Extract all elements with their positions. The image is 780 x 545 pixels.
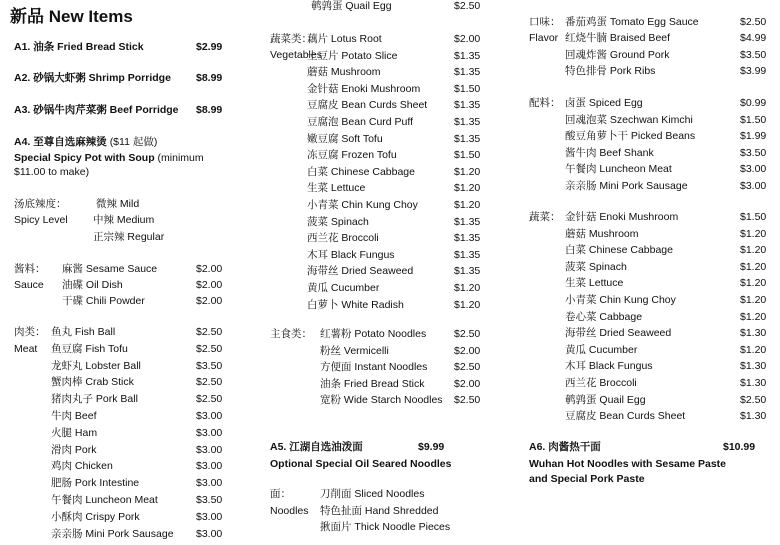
menu-item-price: $1.20 — [740, 261, 767, 273]
menu-item-name: 亲亲肠 Mini Pork Sausage — [51, 528, 174, 540]
menu-item-price: $3.00 — [740, 163, 767, 175]
menu-item-name: 火腿 Ham — [51, 427, 98, 439]
item-a1-price: $2.99 — [196, 41, 223, 53]
menu-item-price: $3.00 — [196, 511, 223, 523]
item-a2-price: $8.99 — [196, 72, 223, 84]
menu-item-price: $1.50 — [454, 83, 481, 95]
menu-item-price: $3.00 — [196, 528, 223, 540]
spicy-option: 中辣 Medium — [93, 214, 155, 226]
menu-item-name: 海带丝 Dried Seaweed — [565, 327, 672, 339]
menu-item-price: $2.50 — [454, 361, 481, 373]
menu-item-name: 宽粉 Wide Starch Noodles — [320, 394, 443, 406]
menu-item-price: $2.50 — [740, 394, 767, 406]
menu-item-price: $2.00 — [454, 345, 481, 357]
menu-item-price: $1.50 — [454, 149, 481, 161]
noodle-option: 刀削面 Sliced Noodles — [320, 488, 425, 500]
menu-item-name: 菠菜 Spinach — [307, 216, 369, 228]
noodle-option: 特色扯面 Hand Shredded — [320, 505, 439, 517]
menu-item-price: $3.00 — [196, 477, 223, 489]
quail-egg-price: $2.50 — [454, 0, 481, 12]
menu-item-name: 亲亲肠 Mini Pork Sausage — [565, 180, 688, 192]
quail-egg-name: 鹌鹑蛋 Quail Egg — [311, 0, 392, 12]
spicy-label-cn: 汤底辣度： — [14, 198, 67, 210]
item-a3-price: $8.99 — [196, 104, 223, 116]
menu-item-name: 黄瓜 Cucumber — [307, 282, 380, 294]
item-a6-subtitle-2: and Special Pork Paste — [529, 473, 645, 485]
menu-item-price: $1.35 — [454, 232, 481, 244]
menu-item-name: 生菜 Lettuce — [565, 277, 624, 289]
menu-item-price: $1.20 — [740, 228, 767, 240]
menu-item-price: $1.20 — [740, 244, 767, 256]
flavor-label-en: Flavor — [529, 32, 559, 44]
menu-item-name: 西兰花 Broccoli — [307, 232, 379, 244]
menu-item-name: 牛肉 Beef — [51, 410, 97, 422]
menu-item-price: $3.00 — [196, 410, 223, 422]
menu-item-price: $0.99 — [740, 97, 767, 109]
menu-item-price: $1.35 — [454, 216, 481, 228]
menu-item-name: 金针菇 Enoki Mushroom — [565, 211, 679, 223]
item-a6-label: A6. 肉酱热干面 — [529, 441, 601, 453]
menu-item-price: $3.50 — [740, 49, 767, 61]
menu-item-price: $3.00 — [196, 427, 223, 439]
menu-item-name: 藕片 Lotus Root — [307, 33, 382, 45]
menu-item-price: $2.00 — [196, 295, 223, 307]
menu-item-name: 小酥肉 Crispy Pork — [51, 511, 140, 523]
menu-item-price: $1.30 — [740, 327, 767, 339]
menu-item-name: 白菜 Chinese Cabbage — [565, 244, 673, 256]
menu-item-price: $1.20 — [740, 277, 767, 289]
item-a6-subtitle: Wuhan Hot Noodles with Sesame Paste — [529, 458, 727, 470]
menu-item-price: $3.00 — [740, 180, 767, 192]
spicy-label-en: Spicy Level — [14, 214, 68, 226]
menu-item-name: 红烧牛腩 Braised Beef — [565, 32, 671, 44]
menu-item-name: 油条 Fried Bread Stick — [320, 378, 425, 390]
noodles-label-en: Noodles — [270, 505, 309, 517]
menu-item-price: $2.50 — [196, 393, 223, 405]
menu-item-price: $1.35 — [454, 116, 481, 128]
menu-item-price: $1.30 — [740, 410, 767, 422]
menu-item-name: 肥肠 Pork Intestine — [51, 477, 140, 489]
menu-item-name: 方便面 Instant Noodles — [320, 361, 428, 373]
spicy-option: 正宗辣 Regular — [93, 231, 165, 243]
menu-item-price: $3.99 — [740, 65, 767, 77]
menu-item-name: 鱼豆腐 Fish Tofu — [51, 343, 128, 355]
item-a1-label: A1. 油条 Fried Bread Stick — [14, 41, 144, 53]
menu-item-name: 午餐肉 Luncheon Meat — [565, 163, 672, 175]
page-title: 新品 New Items — [10, 7, 133, 26]
menu-item-name: 菠菜 Spinach — [565, 261, 627, 273]
menu-item-price: $1.35 — [454, 66, 481, 78]
noodles-label-cn: 面： — [270, 488, 291, 500]
item-a3-label: A3. 砂锅牛肉芹菜粥 Beef Porridge — [14, 104, 179, 116]
menu-item-name: 豆腐泡 Bean Curd Puff — [307, 116, 414, 128]
menu-item-name: 酱牛肉 Beef Shank — [565, 147, 654, 159]
menu-item-name: 鱼丸 Fish Ball — [51, 326, 116, 338]
spicy-option: 微辣 Mild — [96, 198, 140, 210]
menu-item-name: 蟹肉棒 Crab Stick — [51, 376, 134, 388]
menu-item-name: 鹌鹑蛋 Quail Egg — [565, 394, 646, 406]
menu-item-name: 黄瓜 Cucumber — [565, 344, 638, 356]
menu-item-price: $2.50 — [454, 394, 481, 406]
menu-item-name: 油碟 Oil Dish — [62, 279, 123, 291]
menu-item-name: 回魂炸酱 Ground Pork — [565, 49, 670, 61]
menu-item-name: 白萝卜 White Radish — [307, 299, 404, 311]
menu-item-name: 卤蛋 Spiced Egg — [565, 97, 643, 109]
veg-label-cn: 蔬菜类： — [270, 33, 312, 45]
menu-item-price: $2.50 — [196, 376, 223, 388]
menu-item-price: $2.50 — [740, 16, 767, 28]
item-a5-price: $9.99 — [418, 441, 445, 453]
menu-item-name: 午餐肉 Luncheon Meat — [51, 494, 158, 506]
item-a6-price: $10.99 — [723, 441, 756, 453]
menu-item-price: $1.30 — [740, 360, 767, 372]
menu-item-name: 海带丝 Dried Seaweed — [307, 265, 414, 277]
menu-item-name: 滑肉 Pork — [51, 444, 97, 456]
menu-item-price: $1.30 — [740, 377, 767, 389]
item-a4-min-price: ($11 起做) — [109, 136, 158, 148]
menu-item-price: $1.20 — [454, 299, 481, 311]
menu-item-price: $3.50 — [196, 494, 223, 506]
menu-item-name: 猪肉丸子 Pork Ball — [51, 393, 138, 405]
menu-item-price: $1.20 — [740, 311, 767, 323]
menu-item-price: $2.50 — [196, 326, 223, 338]
menu-item-price: $1.35 — [454, 50, 481, 62]
meat-label-cn: 肉类： — [14, 326, 46, 338]
menu-item-name: 蘑菇 Mushroom — [565, 228, 639, 240]
menu-item-price: $1.35 — [454, 249, 481, 261]
sauce-label-en: Sauce — [14, 279, 44, 291]
menu-item-price: $2.00 — [454, 33, 481, 45]
menu-item-price: $1.20 — [454, 199, 481, 211]
menu-item-price: $1.20 — [454, 166, 481, 178]
item-a4-line3: $11.00 to make) — [14, 166, 90, 178]
item-a5-label: A5. 江湖自选油泼面 — [270, 441, 363, 453]
menu-item-name: 番茄鸡蛋 Tomato Egg Sauce — [565, 16, 699, 28]
item-a4-line2 — [14, 152, 204, 165]
menu-item-name: 白菜 Chinese Cabbage — [307, 166, 415, 178]
menu-item-price: $1.20 — [454, 282, 481, 294]
item-a5-subtitle: Optional Special Oil Seared Noodles — [270, 458, 452, 470]
item-a4-line1 — [14, 136, 157, 149]
menu-item-name: 酸豆角萝卜干 Picked Beans — [565, 130, 696, 142]
menu-item-price: $1.20 — [740, 294, 767, 306]
item-a4-subtitle: Special Spicy Pot with Soup — [14, 152, 155, 164]
menu-item-price: $1.20 — [740, 344, 767, 356]
menu-item-name: 木耳 Black Fungus — [565, 360, 653, 372]
menu-item-name: 蘑菇 Mushroom — [307, 66, 381, 78]
menu-item-price: $2.50 — [454, 328, 481, 340]
menu-item-name: 豆腐皮 Bean Curds Sheet — [565, 410, 686, 422]
menu-item-price: $1.20 — [454, 182, 481, 194]
menu-item-price: $2.00 — [196, 263, 223, 275]
staple-label-cn: 主食类： — [270, 328, 312, 340]
menu-item-name: 小青菜 Chin Kung Choy — [307, 199, 418, 211]
menu-item-name: 木耳 Black Fungus — [307, 249, 395, 261]
menu-item-name: 西兰花 Broccoli — [565, 377, 637, 389]
menu-item-name: 金针菇 Enoki Mushroom — [307, 83, 421, 95]
menu-item-price: $2.50 — [196, 343, 223, 355]
menu-item-name: 回魂泡菜 Szechwan Kimchi — [565, 114, 693, 126]
meat-label-en: Meat — [14, 343, 38, 355]
veg-label-en: Vegetables — [270, 49, 322, 61]
item-a4-title: A4. 至尊自选麻辣烫 — [14, 136, 107, 148]
menu-item-name: 粉丝 Vermicelli — [320, 345, 389, 357]
menu-item-price: $2.00 — [454, 378, 481, 390]
menu-item-price: $3.00 — [196, 444, 223, 456]
menu-item-price: $1.35 — [454, 265, 481, 277]
menu-item-name: 鸡肉 Chicken — [51, 460, 113, 472]
menu-item-name: 嫩豆腐 Soft Tofu — [307, 133, 383, 145]
menu-item-name: 土豆片 Potato Slice — [307, 50, 398, 62]
side-label-cn: 配料： — [529, 97, 561, 109]
sauce-label-cn: 酱料： — [14, 263, 46, 275]
menu-item-price: $2.00 — [196, 279, 223, 291]
menu-item-price: $3.00 — [196, 460, 223, 472]
veg2-label-cn: 蔬菜： — [529, 211, 561, 223]
menu-item-name: 小青菜 Chin Kung Choy — [565, 294, 676, 306]
menu-item-price: $3.50 — [740, 147, 767, 159]
item-a4-note: (minimum — [157, 152, 204, 164]
menu-item-name: 麻酱 Sesame Sauce — [62, 263, 158, 275]
menu-item-price: $4.99 — [740, 32, 767, 44]
noodle-option: 揪面片 Thick Noodle Pieces — [320, 521, 451, 533]
flavor-label-cn: 口味： — [529, 16, 561, 28]
menu-item-price: $1.99 — [740, 130, 767, 142]
item-a2-label: A2. 砂锅大虾粥 Shrimp Porridge — [14, 72, 171, 84]
menu-item-name: 龙虾丸 Lobster Ball — [51, 360, 141, 372]
menu-item-price: $1.50 — [740, 114, 767, 126]
menu-item-name: 豆腐皮 Bean Curds Sheet — [307, 99, 428, 111]
menu-item-name: 干碟 Chili Powder — [62, 295, 145, 307]
menu-item-name: 冻豆腐 Frozen Tofu — [307, 149, 397, 161]
menu-item-name: 红薯粉 Potato Noodles — [320, 328, 427, 340]
menu-item-price: $3.50 — [196, 360, 223, 372]
menu-item-price: $1.35 — [454, 133, 481, 145]
menu-item-price: $1.50 — [740, 211, 767, 223]
menu-item-name: 生菜 Lettuce — [307, 182, 366, 194]
menu-item-name: 特色排骨 Pork Ribs — [565, 65, 656, 77]
menu-item-name: 卷心菜 Cabbage — [565, 311, 643, 323]
menu-item-price: $1.35 — [454, 99, 481, 111]
